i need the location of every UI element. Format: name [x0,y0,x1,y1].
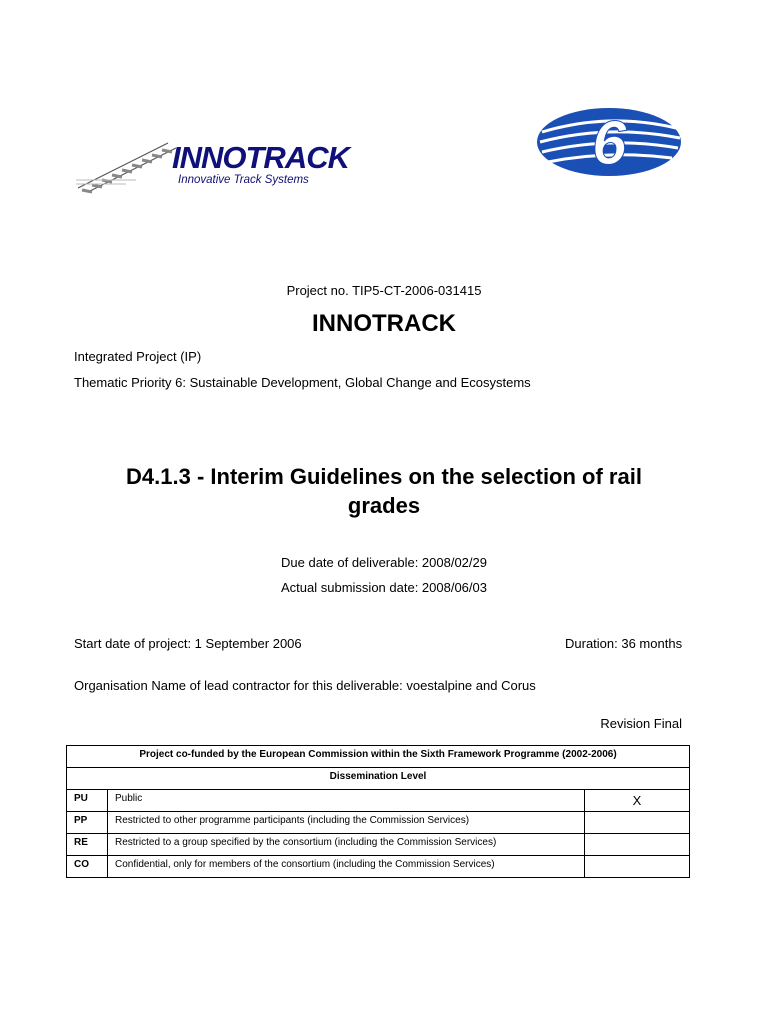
duration: Duration: 36 months [565,636,683,651]
deliverable-title-line2: grades [347,493,421,518]
fp6-logo [534,102,684,180]
level-description: Public [108,790,585,812]
revision: Revision Final [600,716,682,731]
level-code: RE [67,834,108,856]
due-date: Due date of deliverable: 2008/02/29 [281,555,487,570]
lead-contractor: Organisation Name of lead contractor for this deliverable: voestalpine and Corus [74,678,536,693]
table-row [67,768,690,790]
dissemination-table [66,745,690,878]
level-description: Confidential, only for members of the consortium (including the Commission Services) [108,856,585,878]
project-title: INNOTRACK [312,310,456,337]
level-mark: X [585,790,690,812]
table-row [67,812,690,834]
thematic-priority: Thematic Priority 6: Sustainable Development, Global Change and Ecosystems [74,375,531,390]
deliverable-title-line1: D4.1.3 - Interim Guidelines on the selection of rail [126,464,642,489]
project-number: Project no. TIP5-CT-2006-031415 [286,283,482,298]
table-header: Project co-funded by the European Commission within the Sixth Framework Programme (2002-2006) [67,746,690,768]
fp6-swoosh-icon [534,102,684,180]
level-mark [585,856,690,878]
level-mark [585,834,690,856]
submission-date: Actual submission date: 2008/06/03 [281,580,487,595]
track-graphic-icon [76,140,176,195]
table-row [67,746,690,768]
table-subheader: Dissemination Level [67,768,690,790]
table-row [67,834,690,856]
table-row [67,790,690,812]
level-mark [585,812,690,834]
logo-brand: INNOTRACK [172,140,349,175]
project-type: Integrated Project (IP) [74,349,202,364]
innotrack-logo [76,140,366,195]
start-date: Start date of project: 1 September 2006 [74,636,302,651]
level-code: CO [67,856,108,878]
logo-tagline: Innovative Track Systems [178,174,309,186]
level-code: PU [67,790,108,812]
svg-text:6: 6 [592,109,627,178]
level-description: Restricted to other programme participants (including the Commission Services) [108,812,585,834]
table-row [67,856,690,878]
level-code: PP [67,812,108,834]
level-description: Restricted to a group specified by the consortium (including the Commission Services) [108,834,585,856]
